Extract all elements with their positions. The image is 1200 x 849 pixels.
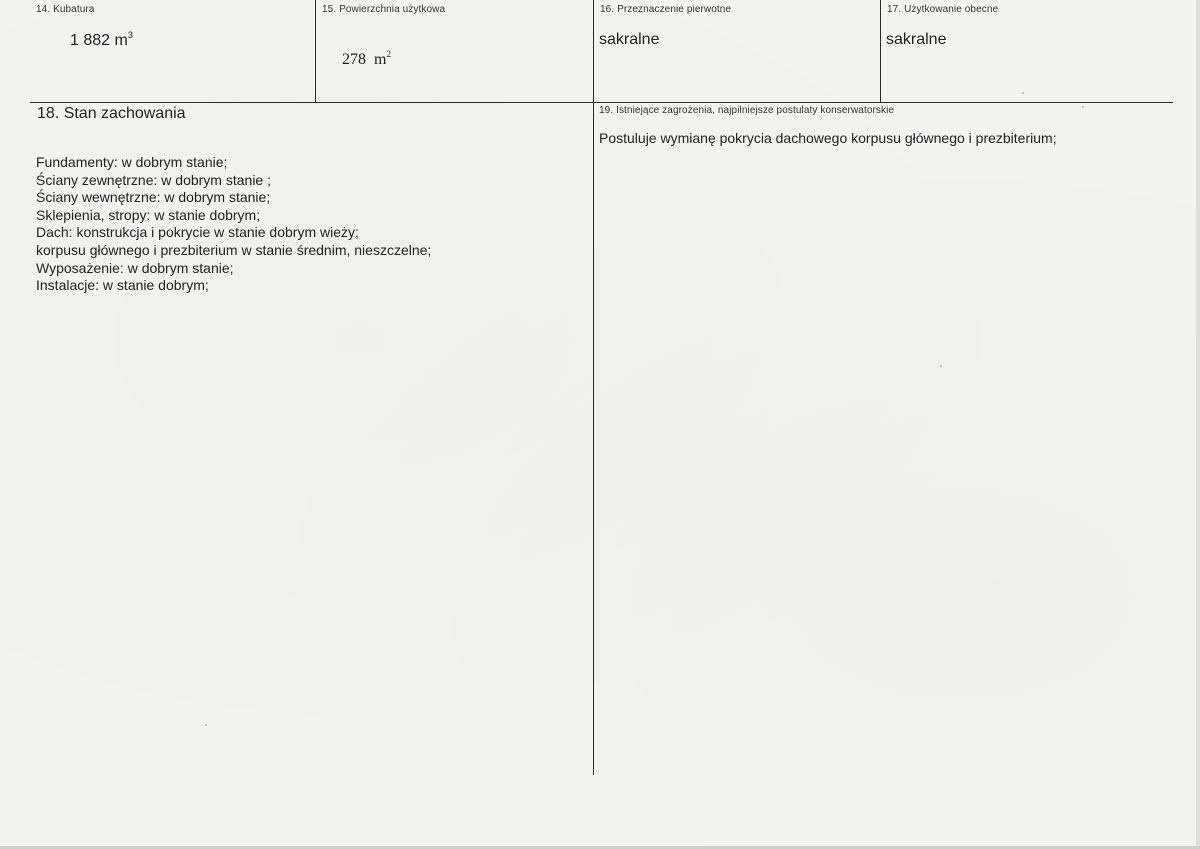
kubatura-value bbox=[70, 32, 133, 50]
scan-edge-right bbox=[1196, 0, 1200, 849]
kubatura-number: 1 882 m bbox=[70, 32, 128, 49]
powierzchnia-value bbox=[326, 33, 391, 87]
top-row-divider bbox=[30, 102, 1173, 103]
list-item: Instalacje: w stanie dobrym; bbox=[36, 277, 209, 294]
przeznaczenie-value: sakralne bbox=[599, 31, 660, 48]
scan-speck bbox=[1082, 106, 1084, 108]
list-item: Dach: konstrukcja i pokrycie w stanie dobrym wieży; bbox=[36, 224, 359, 241]
powierzchnia-label: 15. Powierzchnia użytkowa bbox=[322, 4, 446, 15]
kubatura-label: 14. Kubatura bbox=[36, 4, 95, 15]
uzytkowanie-value: sakralne bbox=[886, 31, 947, 48]
przeznaczenie-label: 16. Przeznaczenie pierwotne bbox=[600, 4, 732, 15]
column-divider-2 bbox=[593, 0, 594, 775]
scan-speck bbox=[205, 724, 207, 726]
powierzchnia-unit-exponent: 2 bbox=[386, 49, 391, 59]
scan-speck bbox=[1022, 92, 1024, 94]
list-item: Ściany wewnętrzne: w dobrym stanie; bbox=[36, 189, 271, 206]
kubatura-unit-exponent: 3 bbox=[127, 30, 133, 40]
list-item: Fundamenty: w dobrym stanie; bbox=[36, 154, 228, 170]
uzytkowanie-label: 17. Użytkowanie obecne bbox=[887, 4, 999, 15]
list-item: Ściany zewnętrzne: w dobrym stanie ; bbox=[36, 171, 271, 188]
list-item: Wyposażenie: w dobrym stanie; bbox=[36, 259, 234, 276]
column-divider-1 bbox=[315, 0, 316, 103]
powierzchnia-number: 278 m bbox=[342, 51, 387, 68]
list-item: korpusu głównego i prezbiterium w stanie średnim, nieszczelne; bbox=[36, 241, 432, 258]
stan-zachowania-title: 18. Stan zachowania bbox=[37, 105, 186, 122]
zagrozenia-label: 19. Istniejące zagrożenia, najpilniejsze postulaty konserwatorskie bbox=[599, 105, 895, 116]
scan-speck bbox=[940, 365, 942, 367]
column-divider-3 bbox=[880, 0, 881, 103]
list-item: Sklepienia, stropy: w stanie dobrym; bbox=[36, 206, 261, 223]
stan-zachowania-list bbox=[36, 154, 431, 295]
zagrozenia-text: Postuluje wymianę pokrycia dachowego korpusu głównego i prezbiterium; bbox=[599, 130, 1057, 146]
